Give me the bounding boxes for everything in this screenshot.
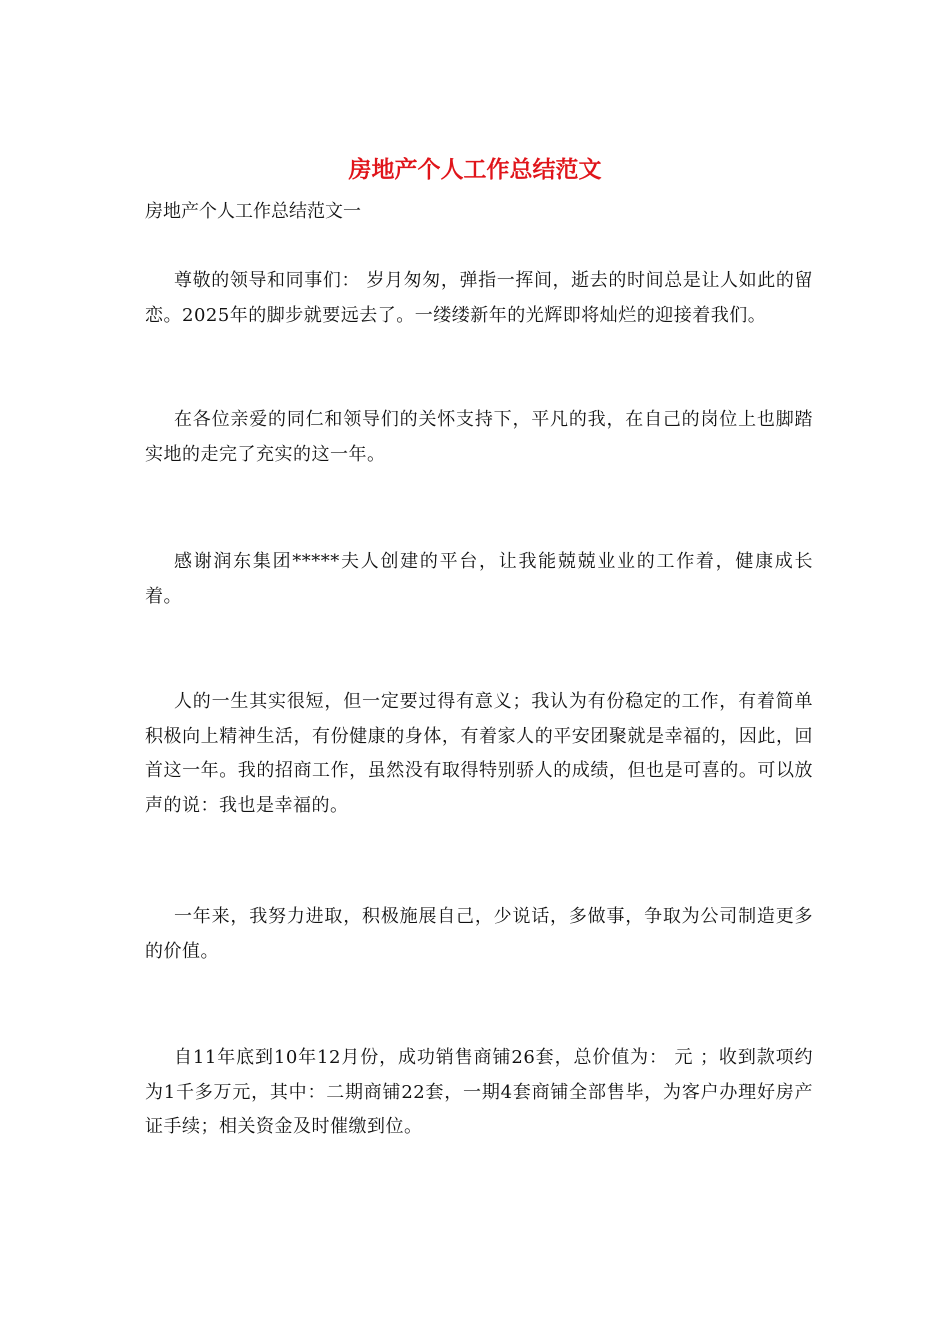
paragraph-sales-results: 自11年底到10年12月份，成功销售商铺26套，总价值为： 元 ；收到款项约为1千多万元，其中：二期商铺22套，一期4套商铺全部售毕，为客户办理好房产证手续；相关资金及时催缴到位。 <box>145 1047 813 1138</box>
document-title: 房地产个人工作总结范文 <box>348 156 602 183</box>
paragraph-effort: 一年来，我努力进取，积极施展自己，少说话，多做事，争取为公司制造更多的价值。 <box>145 906 813 962</box>
paragraph-reflection: 人的一生其实很短，但一定要过得有意义；我认为有份稳定的工作，有着简单积极向上精神生活，有份健康的身体，有着家人的平安团聚就是幸福的，因此，回首这一年。我的招商工作，虽然没有取得特别骄人的成绩，但也是可喜的。可以放声的说：我也是幸福的。 <box>145 691 813 816</box>
paragraph-thanks-colleagues: 在各位亲爱的同仁和领导们的关怀支持下，平凡的我，在自己的岗位上也脚踏实地的走完了充实的这一年。 <box>145 409 813 465</box>
paragraph-greeting: 尊敬的领导和同事们： 岁月匆匆，弹指一挥间，逝去的时间总是让人如此的留恋。2025年的脚步就要远去了。一缕缕新年的光辉即将灿烂的迎接着我们。 <box>145 270 813 326</box>
paragraph-thanks-company: 感谢润东集团*****夫人创建的平台，让我能兢兢业业的工作着，健康成长着。 <box>145 551 813 607</box>
document-subtitle: 房地产个人工作总结范文一 <box>145 201 361 222</box>
